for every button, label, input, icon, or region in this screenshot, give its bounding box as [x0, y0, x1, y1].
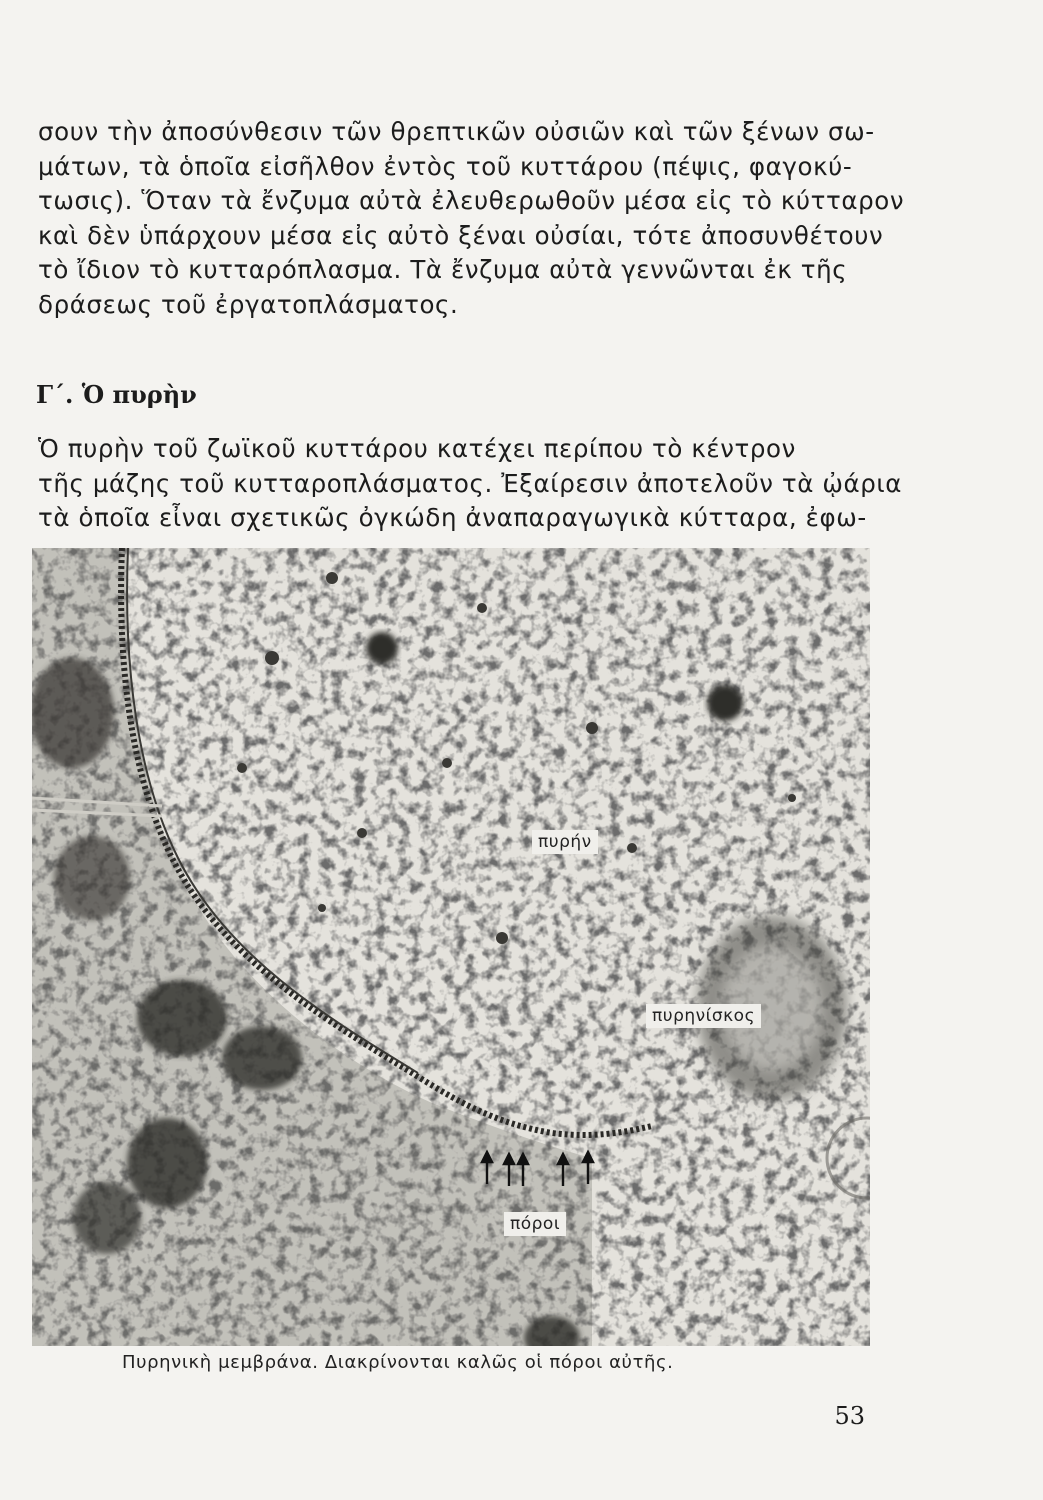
micrograph-image [32, 548, 870, 1346]
page-number: 53 [834, 1402, 865, 1430]
text-line: τωσις). Ὅταν τὰ ἔνζυμα αὐτὰ ἐλευθερωθοῦν μέσα εἰς τὸ κύτταρον [38, 186, 905, 215]
section-heading: Γ΄. Ὁ πυρὴν [36, 380, 197, 409]
text-line: τὸ ἴδιον τὸ κυτταρόπλασμα. Τὰ ἔνζυμα αὐτὰ γεννῶνται ἐκ τῆς [38, 255, 848, 284]
micrograph-figure [32, 548, 870, 1346]
figure-caption: Πυρηνικὴ μεμβράνα. Διακρίνονται καλῶς οἱ πόροι αὐτῆς. [122, 1352, 674, 1373]
paragraph-enzymes [38, 115, 905, 322]
pores-label: πόροι [504, 1212, 566, 1236]
text-line: σουν τὴν ἀποσύνθεσιν τῶν θρεπτικῶν οὐσιῶν καὶ τῶν ξένων σω- [38, 117, 875, 146]
text-line: τῆς μάζης τοῦ κυτταροπλάσματος. Ἐξαίρεσιν ἀποτελοῦν τὰ ᾠάρια [38, 468, 903, 498]
nucleus-label: πυρήν [532, 830, 598, 854]
text-line: Ὁ πυρὴν τοῦ ζωϊκοῦ κυττάρου κατέχει περίπου τὸ κέντρον [38, 434, 796, 463]
text-line: μάτων, τὰ ὁποῖα εἰσῆλθον ἐντὸς τοῦ κυττάρου (πέψις, φαγοκύ- [38, 151, 853, 181]
paragraph-nucleus [38, 432, 903, 536]
nucleolus-label: πυρηνίσκος [646, 1004, 761, 1028]
text-line: καὶ δὲν ὑπάρχουν μέσα εἰς αὐτὸ ξέναι οὐσίαι, τότε ἀποσυνθέτουν [38, 220, 884, 250]
text-line: δράσεως τοῦ ἐργατοπλάσματος. [38, 289, 459, 319]
text-line: τὰ ὁποῖα εἶναι σχετικῶς ὀγκώδη ἀναπαραγωγικὰ κύτταρα, ἐφω- [38, 503, 867, 532]
